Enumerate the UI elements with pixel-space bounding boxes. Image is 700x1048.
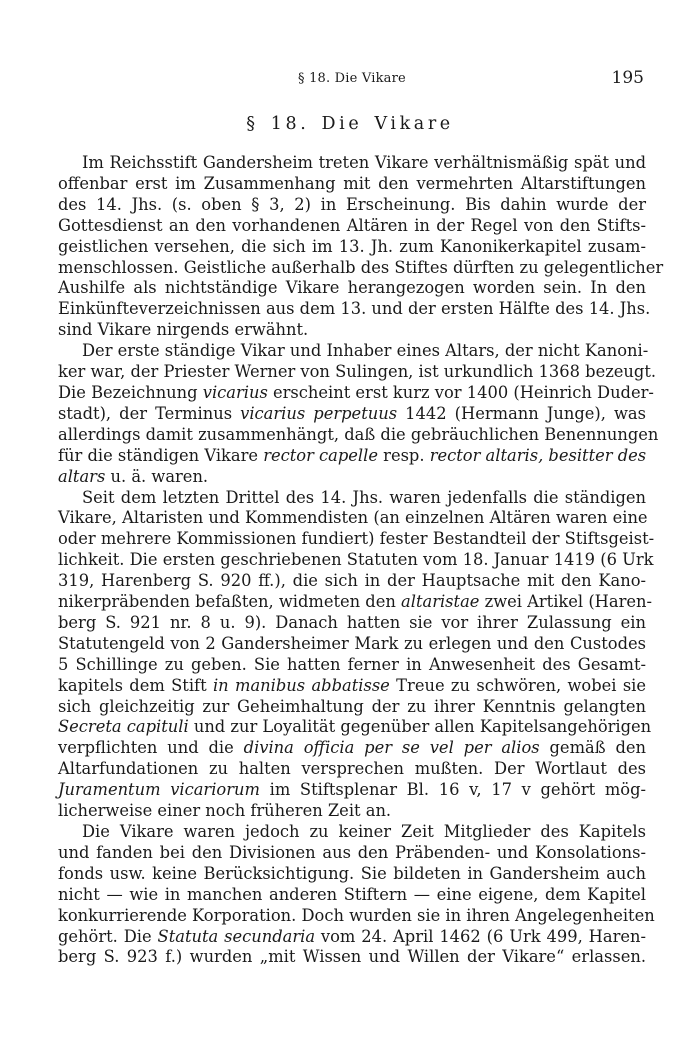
- text-line: [58, 592, 652, 613]
- text-segment: berg S. 921 nr. 8 u. 9). Danach hatten sie vor ihrer Zulassung ein: [58, 612, 646, 632]
- text-segment: Statutengeld von 2 Gandersheimer Mark zu erlegen und den Custodes: [58, 633, 646, 653]
- text-segment: Treue zu schwören, wobei sie: [389, 675, 647, 695]
- text-line: [58, 174, 646, 195]
- text-segment: ker war, der Priester Werner von Sulingen, ist urkundlich 1368 bezeugt.: [58, 362, 657, 382]
- text-segment: nicht — wie in manchen anderen Stiftern — eine eigene, dem Kapitel: [58, 884, 646, 904]
- text-segment: des 14. Jhs. (s. oben § 3, 2) in Erscheinung. Bis dahin wurde der: [58, 194, 646, 214]
- text-line: [58, 488, 646, 509]
- text-segment: menschlossen. Geistliche außerhalb des Stiftes dürften zu gelegentlicher: [58, 257, 664, 277]
- text-segment: allerdings damit zusammenhängt, daß die gebräuchlichen Benennungen: [58, 424, 659, 444]
- text-segment: gemäß den: [539, 738, 646, 758]
- italic-segment: rector altaris, besitter des: [429, 445, 647, 465]
- text-segment: stadt), der Terminus: [58, 403, 241, 423]
- text-line: [58, 759, 646, 780]
- italic-segment: Juramentum vicariorum: [58, 780, 260, 800]
- text-segment: Gottesdienst an den vorhandenen Altären in der Regel von den Stifts-: [58, 215, 646, 235]
- text-segment: offenbar erst im Zusammenhang mit den vermehrten Altarstiftungen: [58, 173, 646, 193]
- text-segment: Die Vikare waren jedoch zu keiner Zeit Mitglieder des Kapitels: [82, 822, 646, 841]
- text-line: [58, 362, 657, 383]
- text-segment: kapitels dem Stift: [58, 675, 213, 695]
- italic-segment: vicarius perpetuus: [240, 403, 398, 423]
- text-segment: resp.: [377, 445, 430, 465]
- italic-segment: altars: [58, 466, 106, 486]
- text-segment: Vikare, Altaristen und Kommendisten (an einzelnen Altären waren eine: [58, 508, 648, 528]
- text-line: [58, 467, 646, 488]
- text-segment: sich gleichzeitig zur Geheimhaltung der zu ihrer Kenntnis gelangten: [58, 696, 646, 716]
- text-line: [58, 738, 646, 759]
- text-line: [58, 320, 646, 341]
- text-segment: fonds usw. keine Berücksichtigung. Sie bildeten in Gandersheim auch: [58, 863, 646, 883]
- text-segment: gehört. Die: [58, 926, 158, 946]
- italic-segment: divina officia per se vel per alios: [243, 738, 540, 758]
- body-text: [58, 153, 664, 968]
- text-segment: oder mehrere Kommissionen fundiert) fester Bestandteil der Stiftsgeist-: [58, 529, 655, 549]
- text-segment: erscheint erst kurz vor 1400 (Heinrich Duder-: [267, 382, 654, 402]
- text-segment: Einkünfteverzeichnissen aus dem 13. und der ersten Hälfte des 14. Jhs.: [58, 299, 651, 319]
- text-line: [58, 780, 646, 801]
- text-line: [58, 947, 646, 968]
- text-segment: 1442 (Hermann Junge), was: [397, 403, 646, 423]
- text-segment: 5 Schillinge zu geben. Sie hatten ferner in Anwesenheit des Gesamt-: [58, 654, 646, 674]
- text-line: [58, 697, 646, 718]
- text-segment: Im Reichsstift Gandersheim treten Vikare verhältnismäßig spät und: [82, 153, 646, 172]
- paragraph: [58, 153, 664, 341]
- text-segment: konkurrierende Korporation. Doch wurden sie in ihren Angelegenheiten: [58, 905, 655, 925]
- text-segment: licherweise einer noch früheren Zeit an.: [58, 801, 392, 821]
- text-segment: lichkeit. Die ersten geschriebenen Statuten vom 18. Januar 1419 (6 Urk: [58, 550, 654, 570]
- text-segment: geistlichen versehen, die sich im 13. Jh. zum Kanonikerkapitel zusam-: [58, 236, 646, 256]
- text-line: [58, 717, 652, 738]
- text-segment: Altarfundationen zu halten versprechen mußten. Der Wortlaut des: [58, 759, 646, 779]
- text-line: [58, 382, 654, 404]
- text-segment: berg S. 923 f.) wurden „mit Wissen und Willen der Vikare“ erlassen.: [58, 947, 646, 967]
- running-head: [60, 68, 644, 90]
- text-line: [58, 927, 646, 948]
- text-line: [58, 529, 655, 550]
- text-line: [58, 195, 646, 216]
- text-line: [58, 237, 646, 258]
- text-line: [58, 216, 646, 237]
- italic-segment: in manibus abbatisse: [212, 675, 390, 695]
- text-line: [58, 822, 646, 843]
- text-segment: zwei Artikel (Haren-: [479, 592, 652, 612]
- text-line: [58, 257, 664, 279]
- text-segment: für die ständigen Vikare: [58, 445, 264, 465]
- running-title: § 18. Die Vikare: [298, 71, 406, 86]
- text-line: [58, 885, 646, 906]
- text-line: [58, 446, 646, 467]
- italic-segment: rector capelle: [263, 445, 378, 465]
- text-segment: sind Vikare nirgends erwähnt.: [58, 320, 309, 340]
- text-line: [58, 404, 646, 425]
- text-line: [58, 153, 646, 174]
- text-line: [58, 634, 646, 655]
- text-line: [58, 905, 655, 927]
- text-segment: Der erste ständige Vikar und Inhaber eines Altars, der nicht Kanoni-: [82, 341, 649, 361]
- text-segment: verpflichten und die: [58, 738, 244, 758]
- text-segment: im Stiftsplenar Bl. 16 v, 17 v gehört mög-: [259, 780, 646, 800]
- text-line: [58, 508, 646, 529]
- italic-segment: Secreta capituli: [58, 717, 189, 737]
- text-line: [58, 676, 646, 697]
- text-segment: und zur Loyalität gegenüber allen Kapitelsangehörigen: [188, 717, 652, 737]
- text-segment: und fanden bei den Divisionen aus den Präbenden- und Konsolations-: [58, 842, 646, 862]
- text-line: [58, 550, 654, 571]
- paragraph: [58, 822, 655, 968]
- text-line: [58, 299, 651, 320]
- text-line: [58, 613, 646, 634]
- text-segment: nikerpräbenden befaßten, widmeten den: [58, 592, 402, 612]
- text-line: [58, 278, 646, 299]
- italic-segment: vicarius: [202, 382, 268, 402]
- text-segment: Aushilfe als nichtständige Vikare herangezogen worden sein. In den: [58, 278, 646, 298]
- text-segment: Seit dem letzten Drittel des 14. Jhs. waren jedenfalls die ständigen: [82, 487, 646, 507]
- italic-segment: Statuta secundaria: [157, 926, 316, 946]
- text-segment: u. ä. waren.: [105, 466, 209, 486]
- text-line: [58, 571, 646, 592]
- paragraph: [58, 487, 655, 823]
- italic-segment: altaristae: [401, 592, 480, 612]
- text-segment: vom 24. April 1462 (6 Urk 499, Haren-: [315, 926, 646, 946]
- page-number: 195: [611, 68, 644, 88]
- text-segment: 319, Harenberg S. 920 ff.), die sich in der Hauptsache mit den Kano-: [58, 571, 646, 591]
- text-line: [58, 843, 646, 864]
- text-segment: Die Bezeichnung: [58, 382, 203, 402]
- text-line: [58, 655, 646, 676]
- text-line: [58, 341, 649, 362]
- text-line: [58, 801, 646, 822]
- paragraph: [58, 341, 659, 487]
- text-line: [58, 424, 659, 446]
- text-line: [58, 864, 646, 885]
- section-heading: § 18. Die Vikare: [246, 114, 454, 134]
